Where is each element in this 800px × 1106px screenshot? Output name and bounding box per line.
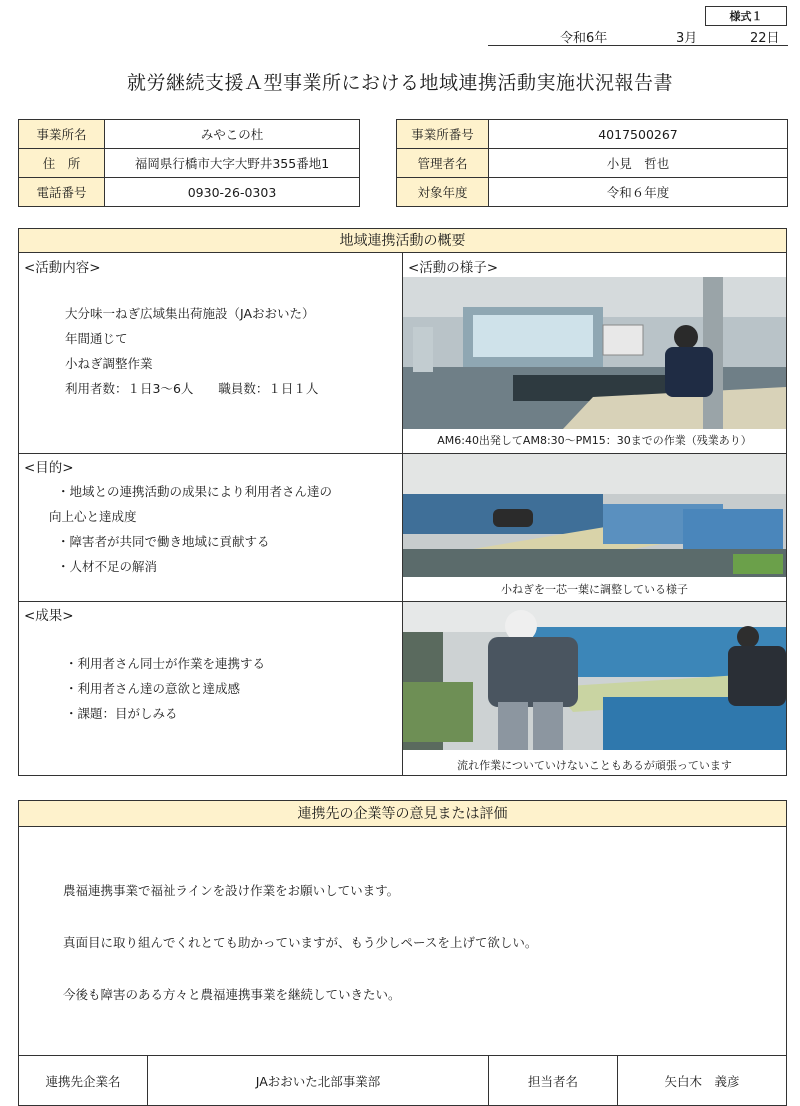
date-month: 3月 xyxy=(676,31,698,46)
row-divider xyxy=(19,453,402,454)
facility-info-table xyxy=(18,119,360,207)
facility-number-value: 4017500267 xyxy=(489,120,788,149)
result-body xyxy=(65,651,265,726)
activity-line: 利用者数：１日3～6人 職員数：１日１人 xyxy=(65,381,319,396)
facility-number-label: 事業所番号 xyxy=(397,120,489,149)
activity-line: 小ねぎ調整作業 xyxy=(65,356,153,371)
table-row xyxy=(397,149,788,178)
purpose-line: ・障害者が共同で働き地域に貢献する xyxy=(57,534,270,549)
form-number-box: 様式１ xyxy=(705,6,787,26)
fiscal-year-value: 令和６年度 xyxy=(489,178,788,207)
address-label: 住 所 xyxy=(19,149,105,178)
result-line: ・利用者さん同士が作業を連携する xyxy=(65,656,266,671)
table-row xyxy=(19,149,360,178)
facility-name-label: 事業所名 xyxy=(19,120,105,149)
contact-person-label: 担当者名 xyxy=(527,1074,578,1089)
partner-company-value: JAおおいた北部事業部 xyxy=(255,1074,381,1089)
address-value: 福岡県行橋市大字大野井355番地1 xyxy=(105,149,360,178)
result-line: ・利用者さん達の意欲と達成感 xyxy=(65,681,241,696)
activity-photo-2 xyxy=(403,454,786,577)
page-title: 就労継続支援Ａ型事業所における地域連携活動実施状況報告書 xyxy=(126,72,673,94)
purpose-body xyxy=(49,479,333,579)
overview-heading: 地域連携活動の概要 xyxy=(19,229,786,253)
purpose-line: ・人材不足の解消 xyxy=(57,559,158,574)
partner-company-label: 連携先企業名 xyxy=(45,1074,121,1089)
fiscal-year-label: 対象年度 xyxy=(397,178,489,207)
purpose-line: 向上心と達成度 xyxy=(49,509,137,524)
table-row xyxy=(19,120,360,149)
evaluation-line: 農福連携事業で福祉ラインを設け作業をお願いしています。 xyxy=(63,883,400,898)
row-divider xyxy=(19,601,402,602)
partner-info-row xyxy=(19,1055,786,1105)
activity-photo-1 xyxy=(403,277,786,429)
date-day: 22日 xyxy=(750,31,780,46)
table-row xyxy=(397,178,788,207)
activity-photo-3 xyxy=(403,602,786,750)
activity-line: 年間通じて xyxy=(65,331,128,346)
result-label: <成果> xyxy=(24,608,74,624)
facility-meta-table xyxy=(396,119,788,207)
activity-content-label: <活動内容> xyxy=(24,260,101,276)
evaluation-line: 今後も障害のある方々と農福連携事業を継続していきたい。 xyxy=(63,987,401,1002)
activity-content-body xyxy=(65,301,318,401)
purpose-label: <目的> xyxy=(24,460,74,476)
photo-caption-1: AM6:40出発してAM8:30～PM15：30までの作業（残業あり） xyxy=(437,434,752,447)
contact-person-value: 矢白木 義彦 xyxy=(664,1074,740,1089)
activity-line: 大分味一ねぎ広域集出荷施設（JAおおいた） xyxy=(65,306,315,321)
table-row xyxy=(19,178,360,207)
evaluation-line: 真面目に取り組んでくれとても助かっていますが、もう少しペースを上げて欲しい。 xyxy=(63,935,538,950)
phone-value: 0930-26-0303 xyxy=(105,178,360,207)
manager-label: 管理者名 xyxy=(397,149,489,178)
manager-value: 小見 哲也 xyxy=(489,149,788,178)
report-date xyxy=(488,26,788,46)
photo-caption-3: 流れ作業についていけないこともあるが頑張っています xyxy=(457,759,732,772)
table-row xyxy=(397,120,788,149)
facility-name-value: みやこの杜 xyxy=(105,120,360,149)
date-era-year: 令和6年 xyxy=(560,31,608,46)
activity-overview-panel xyxy=(18,228,787,776)
evaluation-heading: 連携先の企業等の意見または評価 xyxy=(19,801,786,827)
partner-evaluation-panel xyxy=(18,800,787,1106)
activity-scene-label: <活動の様子> xyxy=(408,260,499,276)
phone-label: 電話番号 xyxy=(19,178,105,207)
purpose-line: ・地域との連携活動の成果により利用者さん達の xyxy=(57,484,333,499)
photo-caption-2: 小ねぎを一芯一葉に調整している様子 xyxy=(501,583,688,596)
result-line: ・課題：目がしみる xyxy=(65,706,178,721)
